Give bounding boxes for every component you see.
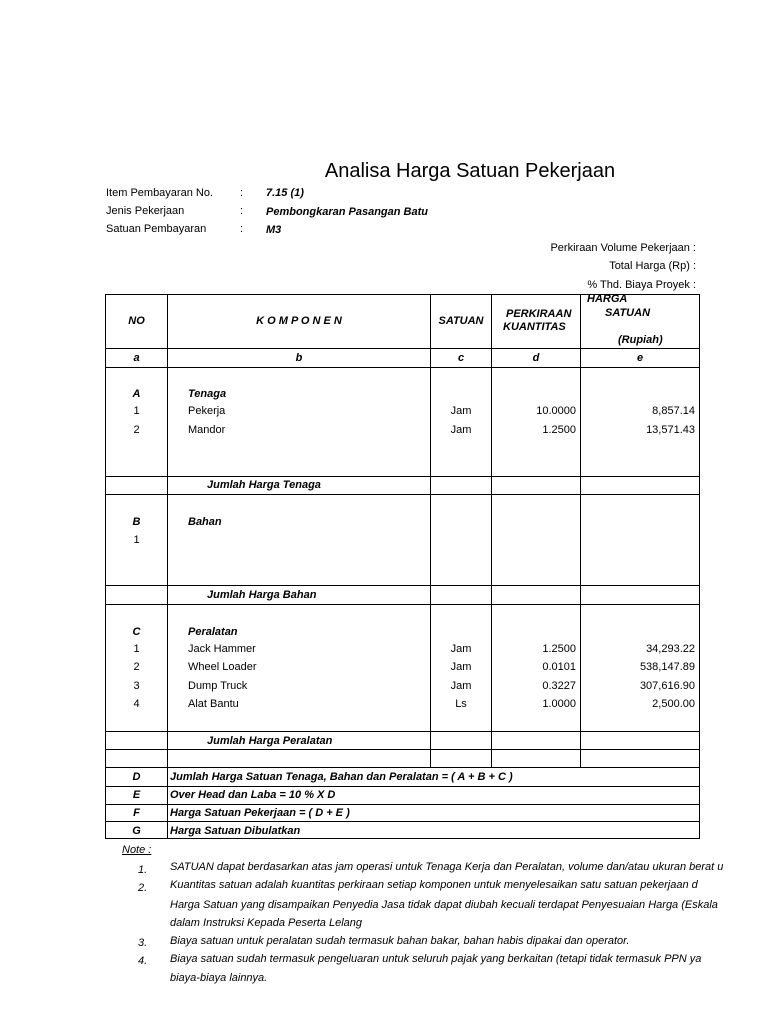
- table-row-name: Pekerja: [188, 405, 226, 417]
- note-line: dalam Instruksi Kepada Peserta Lelang: [170, 917, 363, 929]
- section-name-bahan: Bahan: [188, 516, 222, 528]
- table-row-price: 2,500.00: [652, 698, 695, 710]
- summary-code-d: D: [132, 771, 141, 783]
- col-header-satuan: SATUAN: [438, 315, 484, 327]
- subtotal-label-bahan: Jumlah Harga Bahan: [207, 589, 317, 601]
- note-line: SATUAN dapat berdasarkan atas jam operasi untuk Tenaga Kerja dan Peralatan, volume dan/atau ukuran berat u: [170, 861, 724, 873]
- item-pembayaran-value: 7.15 (1): [266, 187, 304, 199]
- table-row-unit: Jam: [450, 661, 472, 673]
- sub-header-c: c: [457, 352, 465, 364]
- col-header-no: NO: [128, 315, 145, 327]
- note-number: 2.: [138, 882, 148, 894]
- col-header-kuantitas-2: KUANTITAS: [503, 321, 566, 333]
- jenis-pekerjaan-value: Pembongkaran Pasangan Batu: [266, 206, 428, 218]
- table-row-name: Alat Bantu: [188, 698, 239, 710]
- table-row-price: 307,616.90: [639, 680, 695, 692]
- col-header-harga-1: HARGA: [587, 293, 628, 305]
- table-row-no: 1: [133, 643, 140, 655]
- summary-code-f: F: [133, 807, 140, 819]
- note-line: Biaya satuan untuk peralatan sudah termasuk bahan bakar, bahan habis dipakai dan operator.: [170, 935, 630, 947]
- persen-biaya-label: % Thd. Biaya Proyek :: [587, 279, 696, 291]
- table-row-qty: 1.2500: [542, 424, 576, 436]
- summary-code-g: G: [132, 825, 141, 837]
- subtotal-label-peralatan: Jumlah Harga Peralatan: [207, 735, 333, 747]
- summary-text-d: Jumlah Harga Satuan Tenaga, Bahan dan Peralatan = ( A + B + C ): [170, 771, 513, 783]
- section-code-c: C: [132, 626, 141, 638]
- table-row-no: 4: [133, 698, 140, 710]
- table-row-no: 1: [133, 534, 140, 546]
- section-code-b: B: [132, 516, 141, 528]
- table-row-no: 1: [133, 405, 140, 417]
- col-header-harga-3: (Rupiah): [618, 334, 663, 346]
- section-name-peralatan: Peralatan: [188, 626, 238, 638]
- subtotal-label-tenaga: Jumlah Harga Tenaga: [207, 479, 321, 491]
- page-title: Analisa Harga Satuan Pekerjaan: [324, 160, 616, 182]
- note-number: 4.: [138, 955, 148, 967]
- total-harga-label: Total Harga (Rp) :: [609, 260, 696, 272]
- col-header-harga-2: SATUAN: [605, 307, 651, 319]
- table-row-name: Mandor: [188, 424, 226, 436]
- summary-text-e: Over Head dan Laba = 10 % X D: [170, 789, 336, 801]
- note-line: biaya-biaya lainnya.: [170, 972, 268, 984]
- table-row-unit: Jam: [450, 424, 472, 436]
- summary-code-e: E: [132, 789, 141, 801]
- colon: :: [240, 223, 244, 235]
- col-header-kuantitas-1: PERKIRAAN: [506, 308, 572, 320]
- table-row-price: 538,147.89: [639, 661, 695, 673]
- jenis-pekerjaan-label: Jenis Pekerjaan: [106, 205, 185, 217]
- col-header-komponen: K O M P O N E N: [256, 315, 342, 327]
- table-row-price: 34,293.22: [646, 643, 695, 655]
- table-row-qty: 1.0000: [542, 698, 576, 710]
- table-row-qty: 10.0000: [536, 405, 576, 417]
- table-row-no: 3: [133, 680, 140, 692]
- section-name-tenaga: Tenaga: [188, 388, 227, 400]
- item-pembayaran-label: Item Pembayaran No.: [106, 187, 213, 199]
- table-row-unit: Ls: [455, 698, 467, 710]
- summary-text-f: Harga Satuan Pekerjaan = ( D + E ): [170, 807, 350, 819]
- sub-header-b: b: [295, 352, 303, 364]
- table-row-price: 13,571.43: [646, 424, 695, 436]
- note-number: 3.: [138, 937, 148, 949]
- table-row-price: 8,857.14: [652, 405, 695, 417]
- notes-heading: Note :: [122, 844, 152, 856]
- table-row-no: 2: [133, 661, 140, 673]
- note-line: Biaya satuan sudah termasuk pengeluaran untuk seluruh pajak yang berkaitan (tetapi tidak termasuk PPN ya: [170, 953, 702, 965]
- table-row-qty: 1.2500: [542, 643, 576, 655]
- colon: :: [240, 187, 244, 199]
- volume-label: Perkiraan Volume Pekerjaan :: [550, 242, 696, 254]
- sub-header-e: e: [636, 352, 644, 364]
- table-row-unit: Jam: [450, 643, 472, 655]
- table-row-name: Wheel Loader: [188, 661, 257, 673]
- table-row-name: Dump Truck: [188, 680, 248, 692]
- colon: :: [240, 205, 244, 217]
- section-code-a: A: [132, 388, 141, 400]
- satuan-pembayaran-value: M3: [266, 224, 282, 236]
- sub-header-d: d: [532, 352, 540, 364]
- table-row-no: 2: [133, 424, 140, 436]
- table-row-qty: 0.3227: [542, 680, 576, 692]
- note-line: Kuantitas satuan adalah kuantitas perkiraan setiap komponen untuk menyelesaikan satu satuan pekerjaan d: [170, 879, 698, 891]
- summary-text-g: Harga Satuan Dibulatkan: [170, 825, 301, 837]
- table-row-name: Jack Hammer: [188, 643, 256, 655]
- table-row-unit: Jam: [450, 405, 472, 417]
- satuan-pembayaran-label: Satuan Pembayaran: [106, 223, 207, 235]
- table-row-qty: 0.0101: [542, 661, 576, 673]
- note-line: Harga Satuan yang disampaikan Penyedia Jasa tidak dapat diubah kecuali terdapat Penyesuaian Harga (Eskala: [170, 899, 718, 911]
- sub-header-a: a: [133, 352, 140, 364]
- table-row-unit: Jam: [450, 680, 472, 692]
- note-number: 1.: [138, 864, 148, 876]
